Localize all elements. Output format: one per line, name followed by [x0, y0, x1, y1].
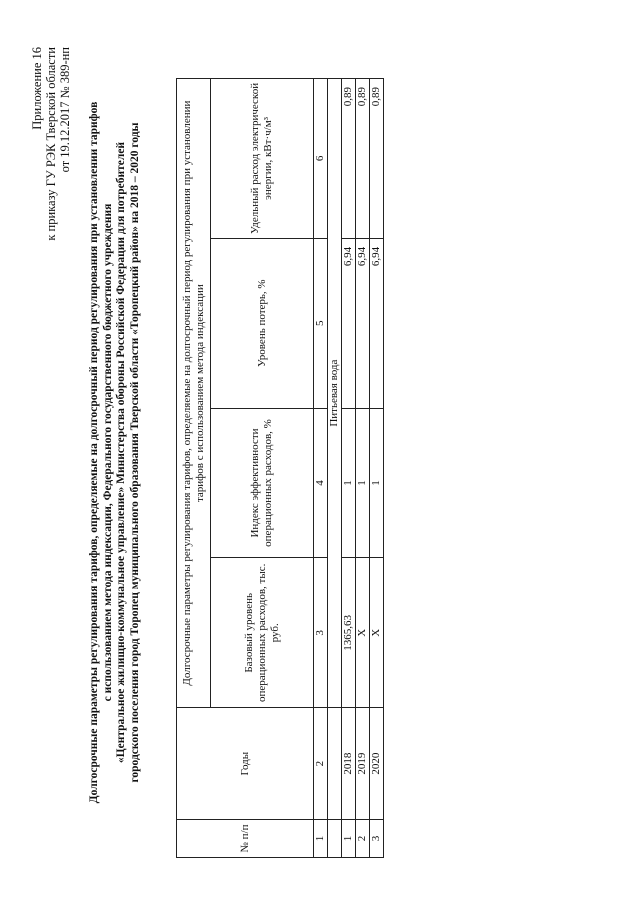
- header-years: Годы: [177, 708, 314, 820]
- appendix-block: [30, 47, 72, 307]
- header-num: № п/п: [177, 820, 314, 858]
- col-number: 6: [314, 79, 328, 239]
- cell-energy: 0,89: [342, 79, 356, 239]
- cell-num: 1: [342, 820, 356, 858]
- table-row: [356, 79, 370, 858]
- cell-base: X: [356, 558, 370, 708]
- cell-num: 2: [356, 820, 370, 858]
- cell-index: 1: [342, 408, 356, 558]
- col-number: 4: [314, 408, 328, 558]
- table-header-row: [177, 79, 211, 858]
- rotated-content: [30, 25, 590, 880]
- table-row: [342, 79, 356, 858]
- header-energy: Удельный расход электрической энергии, кВт·ч/м³: [211, 79, 314, 239]
- title-line-2: с использованием метода индексации, Федерального государственного бюджетного учреждения: [101, 203, 114, 702]
- header-base: Базовый уровень операционных расходов, тыс. руб.: [211, 558, 314, 708]
- title-line-1: Долгосрочные параметры регулирования тарифов, определяемые на долгосрочный период регулирования при установлении тарифов: [88, 101, 100, 804]
- col-number: 3: [314, 558, 328, 708]
- header-index: Индекс эффективности операционных расходов, %: [211, 408, 314, 558]
- cell-num: 3: [370, 820, 384, 858]
- cell-losses: 6,94: [356, 238, 370, 408]
- col-number: 5: [314, 238, 328, 408]
- header-group: Долгосрочные параметры регулирования тарифов, определяемые на долгосрочный период регулирования при установлении тарифов с использованием метода индексации: [177, 79, 211, 708]
- cell-losses: 6,94: [342, 238, 356, 408]
- header-losses: Уровень потерь, %: [211, 238, 314, 408]
- cell-energy: 0,89: [370, 79, 384, 239]
- cell-year: 2020: [370, 708, 384, 820]
- document-title: [88, 25, 142, 880]
- section-row: [328, 79, 342, 858]
- parameters-table: [176, 78, 384, 858]
- cell-base: X: [370, 558, 384, 708]
- table-row: [370, 79, 384, 858]
- title-line-3: «Центральное жилищно-коммунальное управление» Министерства обороны Российской Федерации для потребителей: [115, 141, 127, 764]
- column-numbers-row: [314, 79, 328, 858]
- cell-index: 1: [370, 408, 384, 558]
- appendix-line-2: к приказу ГУ РЭК Тверской области: [44, 47, 58, 241]
- cell-year: 2018: [342, 708, 356, 820]
- cell-year: 2019: [356, 708, 370, 820]
- cell-losses: 6,94: [370, 238, 384, 408]
- col-number: 1: [314, 820, 328, 858]
- cell-index: 1: [356, 408, 370, 558]
- cell-base: 1365,63: [342, 558, 356, 708]
- cell-energy: 0,89: [356, 79, 370, 239]
- title-line-4: городского поселения город Торопец муниципального образования Тверской области «Торопецкий район» на 2018 – 2020 годы: [128, 122, 141, 783]
- section-label: Питьевая вода: [328, 79, 342, 708]
- section-empty-cell: [328, 708, 342, 820]
- section-empty-cell: [328, 820, 342, 858]
- appendix-line-1: Приложение 16: [30, 47, 44, 130]
- appendix-line-3: от 19.12.2017 № 389-нп: [58, 47, 72, 173]
- col-number: 2: [314, 708, 328, 820]
